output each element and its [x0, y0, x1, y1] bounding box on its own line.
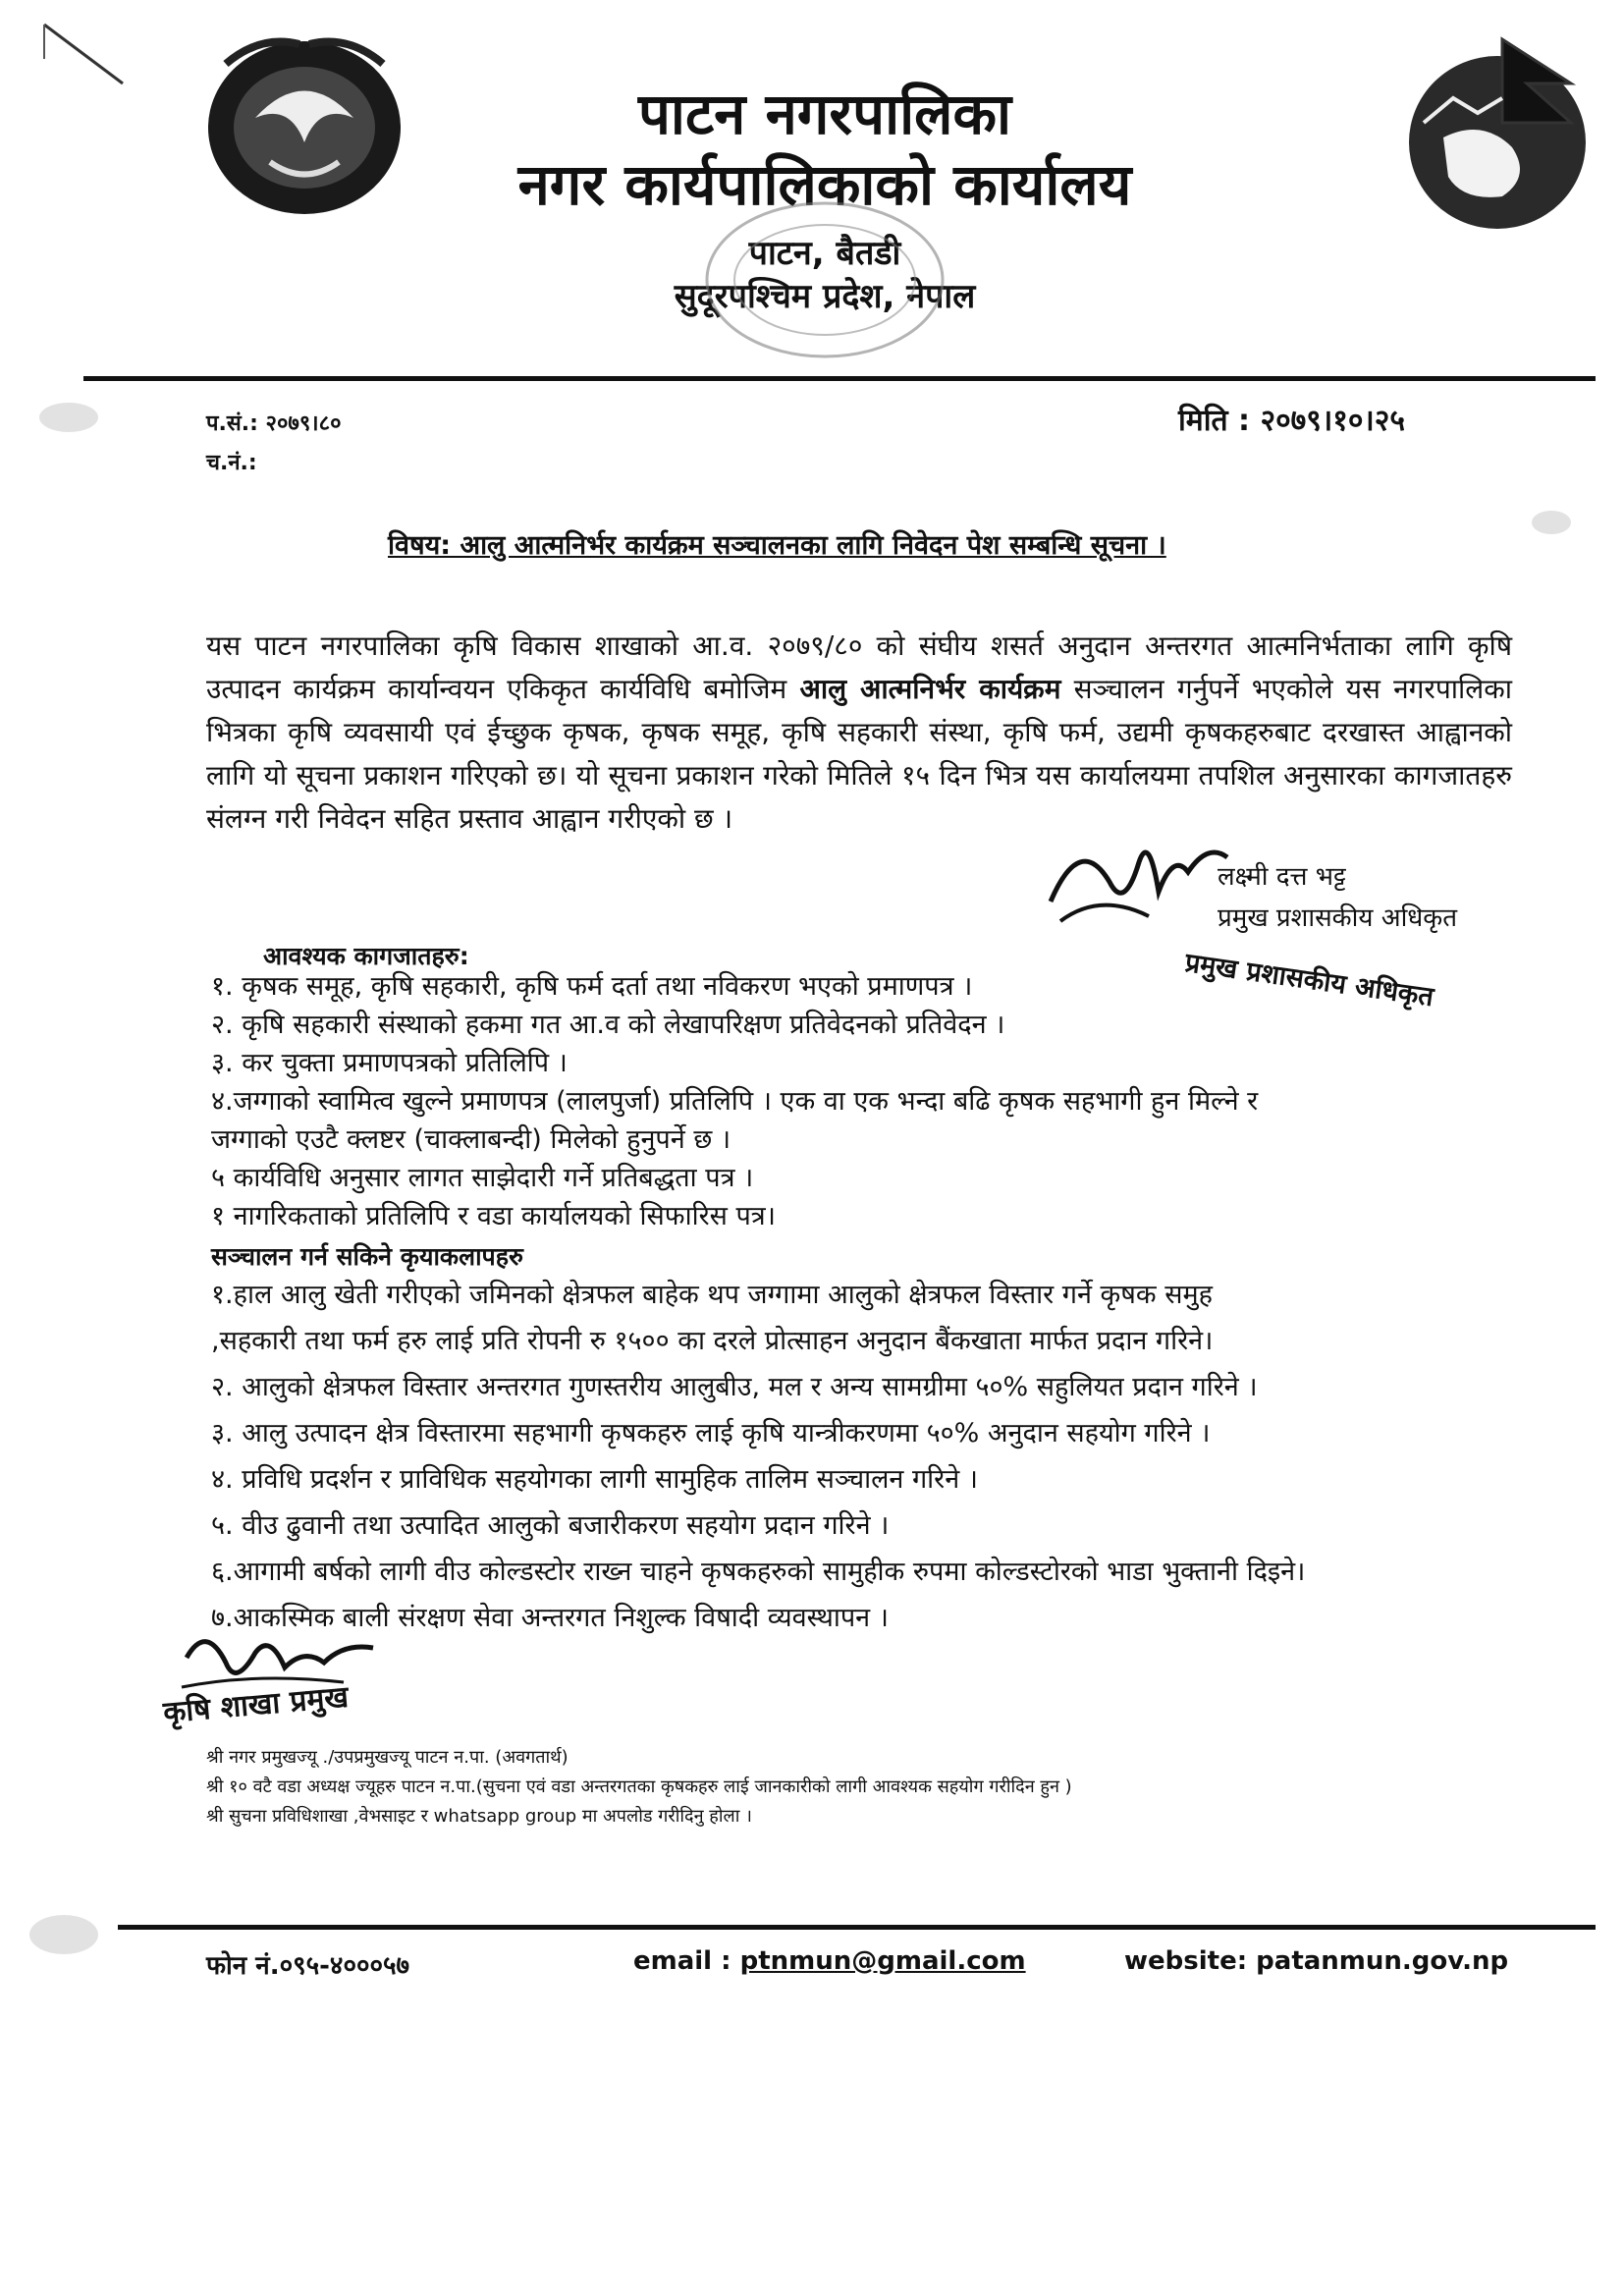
activities-heading: सञ्चालन गर्न सकिने कृयाकलापहरु: [211, 1242, 523, 1271]
nepal-flag-map-icon: [1404, 29, 1591, 236]
office-name: नगर कार्यपालिकाको कार्यालय: [517, 151, 1132, 218]
header-divider: [83, 376, 1596, 381]
program-name: आलु आत्मनिर्भर कार्यक्रम: [799, 673, 1061, 705]
list-item: २. आलुको क्षेत्रफल विस्तार अन्तरगत गुणस्तरीय आलुबीउ, मल र अन्य सामग्रीमा ५०% सहुलियत प्रदान गरिने ।: [211, 1372, 1258, 1402]
required-docs-list: [211, 967, 1258, 1235]
scan-speckle: [39, 403, 98, 432]
list-item: श्री १० वटै वडा अध्यक्ष ज्यूहरु पाटन न.पा.(सुचना एवं वडा अन्तरगतका कृषकहरु लाई जानकारीको लागी आवश्यक सहयोग गरीदिन हुन ): [206, 1777, 1072, 1797]
footer-website[interactable]: website: patanmun.gov.np: [1124, 1946, 1509, 1976]
nepal-emblem-icon: [201, 25, 407, 221]
list-item: श्री सुचना प्रविधिशाखा ,वेभसाइट र whatsapp group मा अपलोड गरीदिनु होला ।: [206, 1806, 752, 1827]
office-province: सुदूरपश्चिम प्रदेश, नेपाल: [674, 277, 976, 316]
list-item: १.हाल आलु खेती गरीएको जमिनको क्षेत्रफल बाहेक थप जग्गामा आलुको क्षेत्रफल विस्तार गर्ने कृषक समुह: [211, 1280, 1213, 1310]
list-item: ७.आकस्मिक बाली संरक्षण सेवा अन्तरगत निशुल्क विषादी व्यवस्थापन ।: [211, 1603, 889, 1633]
list-item: २. कृषि सहकारी संस्थाको हकमा गत आ.व को लेखापरिक्षण प्रतिवेदनको प्रतिवेदन ।: [211, 1010, 1005, 1040]
municipality-name: पाटन नगरपालिका: [637, 81, 1012, 147]
required-docs-heading: आवश्यक कागजातहरु:: [263, 942, 469, 970]
scan-speckle: [1532, 511, 1571, 534]
list-item: श्री नगर प्रमुखज्यू ./उपप्रमुखज्यू पाटन न.पा. (अवगतार्थ): [206, 1747, 568, 1768]
officer-signature: [1041, 823, 1237, 941]
list-item: १. कृषक समूह, कृषि सहकारी, कृषि फर्म दर्ता तथा नविकरण भएको प्रमाणपत्र ।: [211, 971, 973, 1002]
scan-corner-mark: [39, 20, 128, 88]
footer-email: [633, 1946, 1026, 1976]
officer-name: लक्ष्मी दत्त भट्ट: [1218, 862, 1346, 892]
footer-divider: [118, 1925, 1596, 1930]
list-item: ५ कार्यविधि अनुसार लागत साझेदारी गर्ने प्रतिबद्धता पत्र ।: [211, 1163, 754, 1193]
office-seal-stamp: [697, 196, 952, 363]
subject-line: विषय: आलु आत्मनिर्भर कार्यक्रम सञ्चालनका लागि निवेदन पेश सम्बन्धि सूचना ।: [388, 530, 1166, 561]
list-item: ३. आलु उत्पादन क्षेत्र विस्तारमा सहभागी कृषकहरु लाई कृषि यान्त्रीकरणमा ५०% अनुदान सहयोग गरिने ।: [211, 1418, 1211, 1449]
list-item: ४. प्रविधि प्रदर्शन र प्राविधिक सहयोगका लागी सामुहिक तालिम सञ्चालन गरिने ।: [211, 1464, 979, 1495]
office-location: पाटन, बैतडी: [748, 234, 901, 273]
officer-details: [1218, 856, 1457, 939]
officer-title-stamp: प्रमुख प्रशासकीय अधिकृत: [1182, 947, 1435, 1013]
footer-phone: फोन नं.०९५-४०००५७: [206, 1951, 410, 1981]
body-text-start: यस पाटन नगरपालिका कृषि विकास शाखाको आ.व. २०७९/८० को संघीय शसर्त अनुदान अन्तरगत आत्मनिर्भताका लागि कृषि उत्पादन कार्यक्रम कार्यान्वयन एकिकृत कार्यविधि बमोजिम: [206, 629, 1512, 705]
reference-numbers: [206, 405, 342, 483]
email-link[interactable]: ptnmun@gmail.com: [739, 1946, 1026, 1976]
letter-date: मिति : २०७९।१०।२५: [1178, 404, 1406, 438]
list-item: ५. वीउ ढुवानी तथा उत्पादित आलुको बजारीकरण सहयोग प्रदान गरिने ।: [211, 1510, 890, 1541]
list-item: जग्गाको एउटै क्लष्टर (चाक्लाबन्दी) मिलेको हुनुपर्ने छ ।: [211, 1124, 731, 1155]
list-item: ४.जग्गाको स्वामित्व खुल्ने प्रमाणपत्र (लालपुर्जा) प्रतिलिपि । एक वा एक भन्दा बढि कृषक सहभागी हुन मिल्ने र: [211, 1086, 1259, 1117]
list-item: ६.आगामी बर्षको लागी वीउ कोल्डस्टोर राख्न चाहने कृषकहरुको सामुहीक रुपमा कोल्डस्टोरको भाडा भुक्तानी दिइने।: [211, 1557, 1306, 1587]
officer-title: प्रमुख प्रशासकीय अधिकृत: [1218, 903, 1458, 933]
scan-speckle: [29, 1915, 98, 1954]
branch-chief-title: कृषि शाखा प्रमुख: [161, 1679, 351, 1731]
list-item: १ नागरिकताको प्रतिलिपि र वडा कार्यालयको सिफारिस पत्र।: [211, 1201, 776, 1231]
body-text-end: सञ्चालन गर्नुपर्ने भएकोले यस नगरपालिका भित्रका कृषि व्यवसायी एवं ईच्छुक कृषक, कृषक समूह, कृषि सहकारी संस्था, कृषि फर्म, उद्यमी कृषकहरुबाट दरखास्त आह्वानको लागि यो सूचना प्रकाशन गरिएको छ। यो सूचना प्रकाशन गरेको मितिले १५ दिन भित्र यस कार्यालयमा तपशिल अनुसारका कागजातहरु संलग्न गरी निवेदन सहित प्रस्ताव आह्वान गरीएको छ ।: [206, 673, 1512, 835]
dispatch-number: च.नं.:: [206, 451, 257, 475]
list-item: ३. कर चुक्ता प्रमाणपत्रको प्रतिलिपि ।: [211, 1048, 568, 1078]
list-item: ,सहकारी तथा फर्म हरु लाई प्रति रोपनी रु १५०० का दरले प्रोत्साहन अनुदान बैंकखाता मार्फत प्रदान गरिने।: [211, 1326, 1214, 1356]
activities-list: [211, 1272, 1305, 1641]
notice-body: [206, 625, 1512, 841]
copy-to-list: [206, 1743, 1072, 1831]
letter-number: प.सं.: २०७९।८०: [206, 411, 342, 436]
email-label: email :: [633, 1946, 740, 1976]
